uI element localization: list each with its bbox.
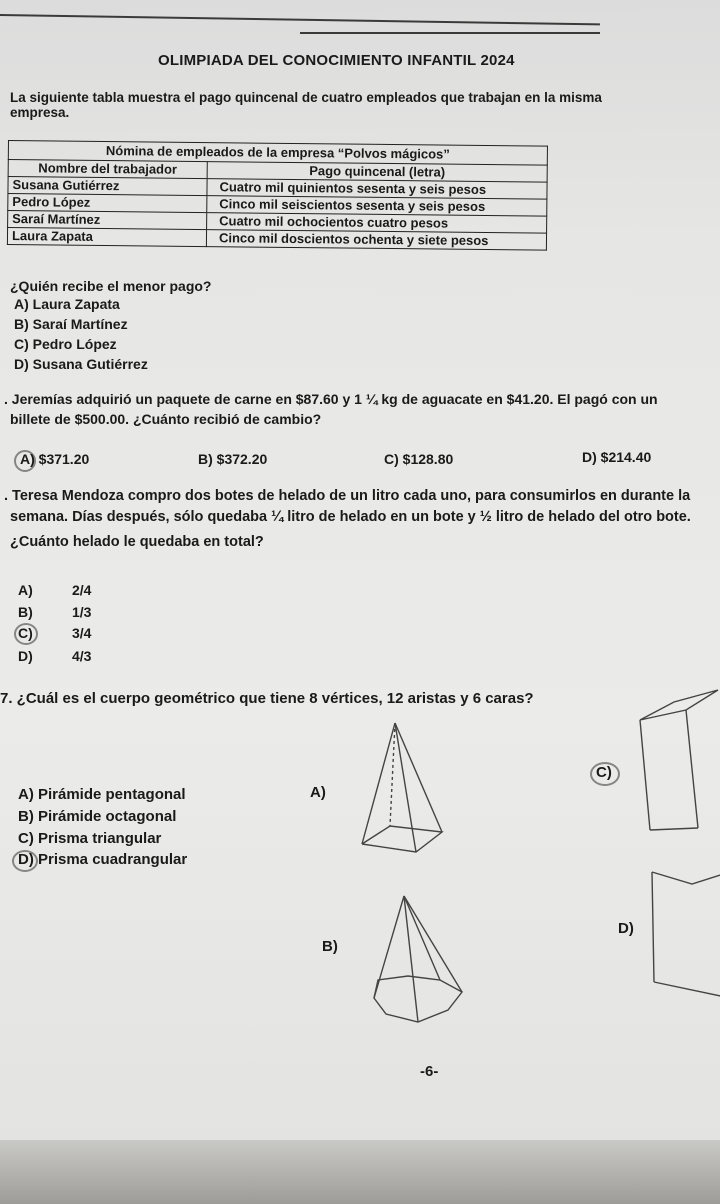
q3-line-3: ¿Cuánto helado le quedaba en total? — [10, 534, 264, 550]
q2-line-2: billete de $500.00. ¿Cuánto recibió de cambio? — [10, 411, 322, 427]
figure-c-rectangular-prism — [640, 690, 720, 830]
page-title: OLIMPIADA DEL CONOCIMIENTO INFANTIL 2024 — [158, 52, 515, 69]
payroll-table — [7, 140, 548, 251]
q3-line-2: semana. Días después, sólo quedaba ¼ litro de helado en un bote y ½ litro de helado del otro bote. — [10, 509, 691, 525]
q2-line-1: . Jeremías adquirió un paquete de carne en $87.60 y 1 ¼ kg de aguacate en $41.20. El pagó con un — [4, 391, 658, 407]
q1-option-c[interactable]: C) Pedro López — [14, 336, 117, 352]
q2-option-c[interactable]: C) $128.80 — [384, 451, 454, 467]
table-header-name: Nombre del trabajador — [8, 160, 207, 179]
q3-option-c[interactable]: C) — [18, 625, 33, 641]
q3-value-d: 4/3 — [72, 648, 92, 664]
figure-label-b: B) — [322, 938, 338, 955]
figure-label-d: D) — [618, 920, 634, 937]
q1-question: ¿Quién recibe el menor pago? — [10, 278, 212, 294]
table-cell-pay: Cinco mil seiscientos sesenta y seis pesos — [207, 196, 547, 217]
q4-option-d[interactable]: D) Prisma cuadrangular — [18, 851, 188, 868]
q2-option-d[interactable]: D) $214.40 — [582, 449, 652, 465]
q3-option-d[interactable]: D) — [18, 648, 33, 664]
background-desk — [0, 1140, 720, 1204]
q1-option-a[interactable]: A) Laura Zapata — [14, 296, 120, 312]
q4-option-b[interactable]: B) Pirámide octagonal — [18, 808, 177, 825]
table-cell-name: Susana Gutiérrez — [8, 177, 207, 196]
top-rule-2 — [300, 32, 600, 34]
figure-label-c: C) — [596, 764, 612, 781]
q3-line-1: . Teresa Mendoza compro dos botes de helado de un litro cada uno, para consumirlos en durante la — [4, 488, 691, 504]
figure-d-square-prism — [652, 862, 720, 1002]
q3-option-b[interactable]: B) — [18, 604, 33, 620]
figure-label-a: A) — [310, 784, 326, 801]
table-header-pay: Pago quincenal (letra) — [207, 162, 547, 183]
q1-option-d[interactable]: D) Susana Gutiérrez — [14, 356, 148, 372]
figure-b-octagonal-pyramid — [368, 890, 478, 1030]
q3-value-b: 1/3 — [72, 604, 92, 620]
figure-a-pentagonal-pyramid — [350, 718, 470, 858]
table-cell-pay: Cuatro mil quinientos sesenta y seis pesos — [207, 179, 547, 200]
table-cell-name: Laura Zapata — [7, 228, 206, 247]
q2-option-a[interactable]: A) $371.20 — [20, 451, 90, 467]
page-number: -6- — [420, 1063, 439, 1080]
table-cell-pay: Cinco mil doscientos ochenta y siete pesos — [206, 230, 546, 251]
table-cell-name: Pedro López — [8, 194, 207, 213]
table-cell-name: Saraí Martínez — [8, 211, 207, 230]
q1-option-b[interactable]: B) Saraí Martínez — [14, 316, 128, 332]
q2-option-b[interactable]: B) $372.20 — [198, 451, 268, 467]
table-caption: Nómina de empleados de la empresa “Polvos mágicos” — [8, 141, 547, 166]
q4-option-c[interactable]: C) Prisma triangular — [18, 830, 162, 847]
table-cell-pay: Cuatro mil ochocientos cuatro pesos — [207, 213, 547, 234]
q4-option-a[interactable]: A) Pirámide pentagonal — [18, 786, 186, 803]
top-rule-1 — [0, 14, 600, 25]
q3-value-c: 3/4 — [72, 625, 92, 641]
q4-question: 7. ¿Cuál es el cuerpo geométrico que tiene 8 vértices, 12 aristas y 6 caras? — [0, 690, 534, 707]
q3-value-a: 2/4 — [72, 582, 92, 598]
intro-text: La siguiente tabla muestra el pago quincenal de cuatro empleados que trabajan en la misma empresa. — [10, 90, 602, 120]
q3-option-a[interactable]: A) — [18, 582, 33, 598]
